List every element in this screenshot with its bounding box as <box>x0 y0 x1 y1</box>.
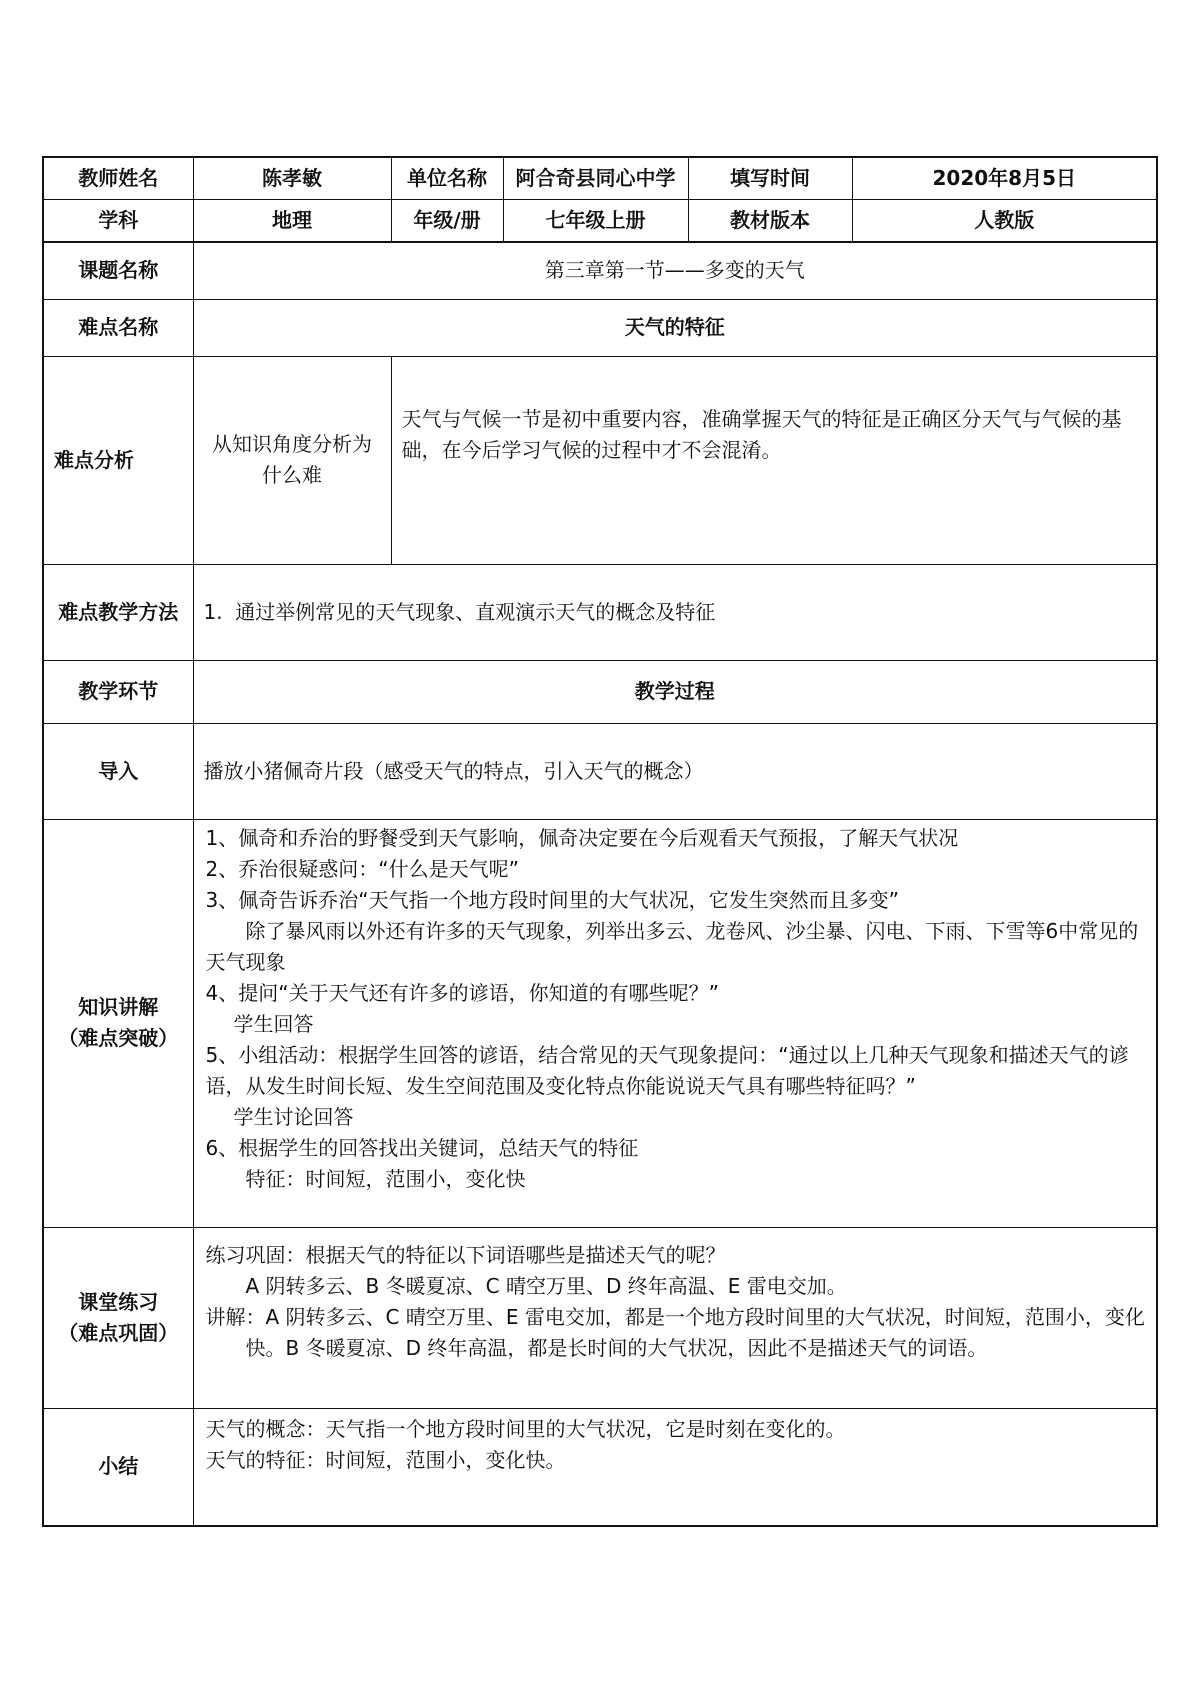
knowledge-label-line2: （难点突破） <box>58 1026 179 1050</box>
knowledge-line: 5、小组活动：根据学生回答的谚语，结合常见的天气现象提问：“通过以上几种天气现象和描述天气的谚语，从发生时间长短、发生空间范围及变化特点你能说说天气具有哪些特征吗？” <box>205 1042 1129 1098</box>
teacher-name-value: 陈孝敏 <box>193 157 391 199</box>
lesson-plan-table <box>42 156 1158 1527</box>
intro-label: 导入 <box>43 723 193 819</box>
knowledge-row <box>43 819 1157 1227</box>
date-value: 2020年8月5日 <box>852 157 1157 199</box>
knowledge-line: 2、乔治很疑惑问：“什么是天气呢” <box>205 856 519 881</box>
intro-row <box>43 723 1157 819</box>
analysis-label: 难点分析 <box>43 356 193 564</box>
edition-label: 教材版本 <box>688 199 852 242</box>
process-header-row <box>43 660 1157 723</box>
knowledge-line: 除了暴风雨以外还有许多的天气现象，列举出多云、龙卷风、沙尘暴、闪电、下雨、下雪等6中常见的天气现象 <box>205 918 1139 974</box>
method-text: 1. 通过举例常见的天气现象、直观演示天气的概念及特征 <box>193 564 1157 660</box>
analysis-text: 天气与气候一节是初中重要内容，准确掌握天气的特征是正确区分天气与气候的基础，在今后学习气候的过程中才不会混淆。 <box>391 356 1157 564</box>
difficulty-label: 难点名称 <box>43 299 193 356</box>
method-label: 难点教学方法 <box>43 564 193 660</box>
summary-label: 小结 <box>43 1408 193 1526</box>
process-header-value: 教学过程 <box>193 660 1157 723</box>
knowledge-line: 特征：时间短，范围小，变化快 <box>245 1166 526 1191</box>
school-value: 阿合奇县同心中学 <box>503 157 688 199</box>
subject-value: 地理 <box>193 199 391 242</box>
intro-text: 播放小猪佩奇片段（感受天气的特点，引入天气的概念） <box>193 723 1157 819</box>
practice-options: A 阴转多云、B 冬暖夏凉、C 晴空万里、D 终年高温、E 雷电交加。 <box>245 1273 847 1298</box>
practice-label <box>43 1227 193 1408</box>
grade-label: 年级/册 <box>391 199 503 242</box>
knowledge-content <box>193 819 1157 1227</box>
knowledge-line: 6、根据学生的回答找出关键词，总结天气的特征 <box>205 1135 639 1160</box>
edition-value: 人教版 <box>852 199 1157 242</box>
summary-line: 天气的特征：时间短，范围小，变化快。 <box>205 1447 566 1472</box>
knowledge-line: 3、佩奇告诉乔治“天气指一个地方段时间里的大气状况，它发生突然而且多变” <box>205 887 899 912</box>
grade-value: 七年级上册 <box>503 199 688 242</box>
teacher-name-label: 教师姓名 <box>43 157 193 199</box>
knowledge-line: 4、提问“关于天气还有许多的谚语，你知道的有哪些呢？” <box>205 980 719 1005</box>
topic-row <box>43 242 1157 299</box>
subject-label: 学科 <box>43 199 193 242</box>
practice-explanation: 讲解：A 阴转多云、C 晴空万里、E 雷电交加，都是一个地方段时间里的大气状况，时间短，范围小，变化快。B 冬暖夏凉、D 终年高温，都是长时间的大气状况，因此不是描述天气的词语。 <box>205 1304 1145 1360</box>
analysis-sub-label: 从知识角度分析为什么难 <box>193 356 391 564</box>
header-row-1 <box>43 157 1157 199</box>
difficulty-row <box>43 299 1157 356</box>
practice-label-line1: 课堂练习 <box>78 1289 159 1314</box>
practice-content <box>193 1227 1157 1408</box>
lesson-plan-sheet <box>42 156 1156 1527</box>
practice-label-line2: （难点巩固） <box>58 1320 179 1345</box>
analysis-row <box>43 356 1157 564</box>
process-stage-label: 教学环节 <box>43 660 193 723</box>
summary-content <box>193 1408 1157 1526</box>
knowledge-label-line1: 知识讲解 <box>78 995 159 1019</box>
knowledge-line: 学生讨论回答 <box>233 1104 354 1129</box>
topic-value: 第三章第一节——多变的天气 <box>193 242 1157 299</box>
practice-row <box>43 1227 1157 1408</box>
knowledge-line: 1、佩奇和乔治的野餐受到天气影响，佩奇决定要在今后观看天气预报，了解天气状况 <box>205 825 959 850</box>
topic-label: 课题名称 <box>43 242 193 299</box>
school-label: 单位名称 <box>391 157 503 199</box>
knowledge-label <box>43 819 193 1227</box>
summary-line: 天气的概念：天气指一个地方段时间里的大气状况，它是时刻在变化的。 <box>205 1416 846 1441</box>
method-row <box>43 564 1157 660</box>
header-row-2 <box>43 199 1157 242</box>
knowledge-line: 学生回答 <box>233 1011 314 1036</box>
date-label: 填写时间 <box>688 157 852 199</box>
practice-question: 练习巩固：根据天气的特征以下词语哪些是描述天气的呢？ <box>205 1242 726 1267</box>
summary-row <box>43 1408 1157 1526</box>
difficulty-value: 天气的特征 <box>193 299 1157 356</box>
